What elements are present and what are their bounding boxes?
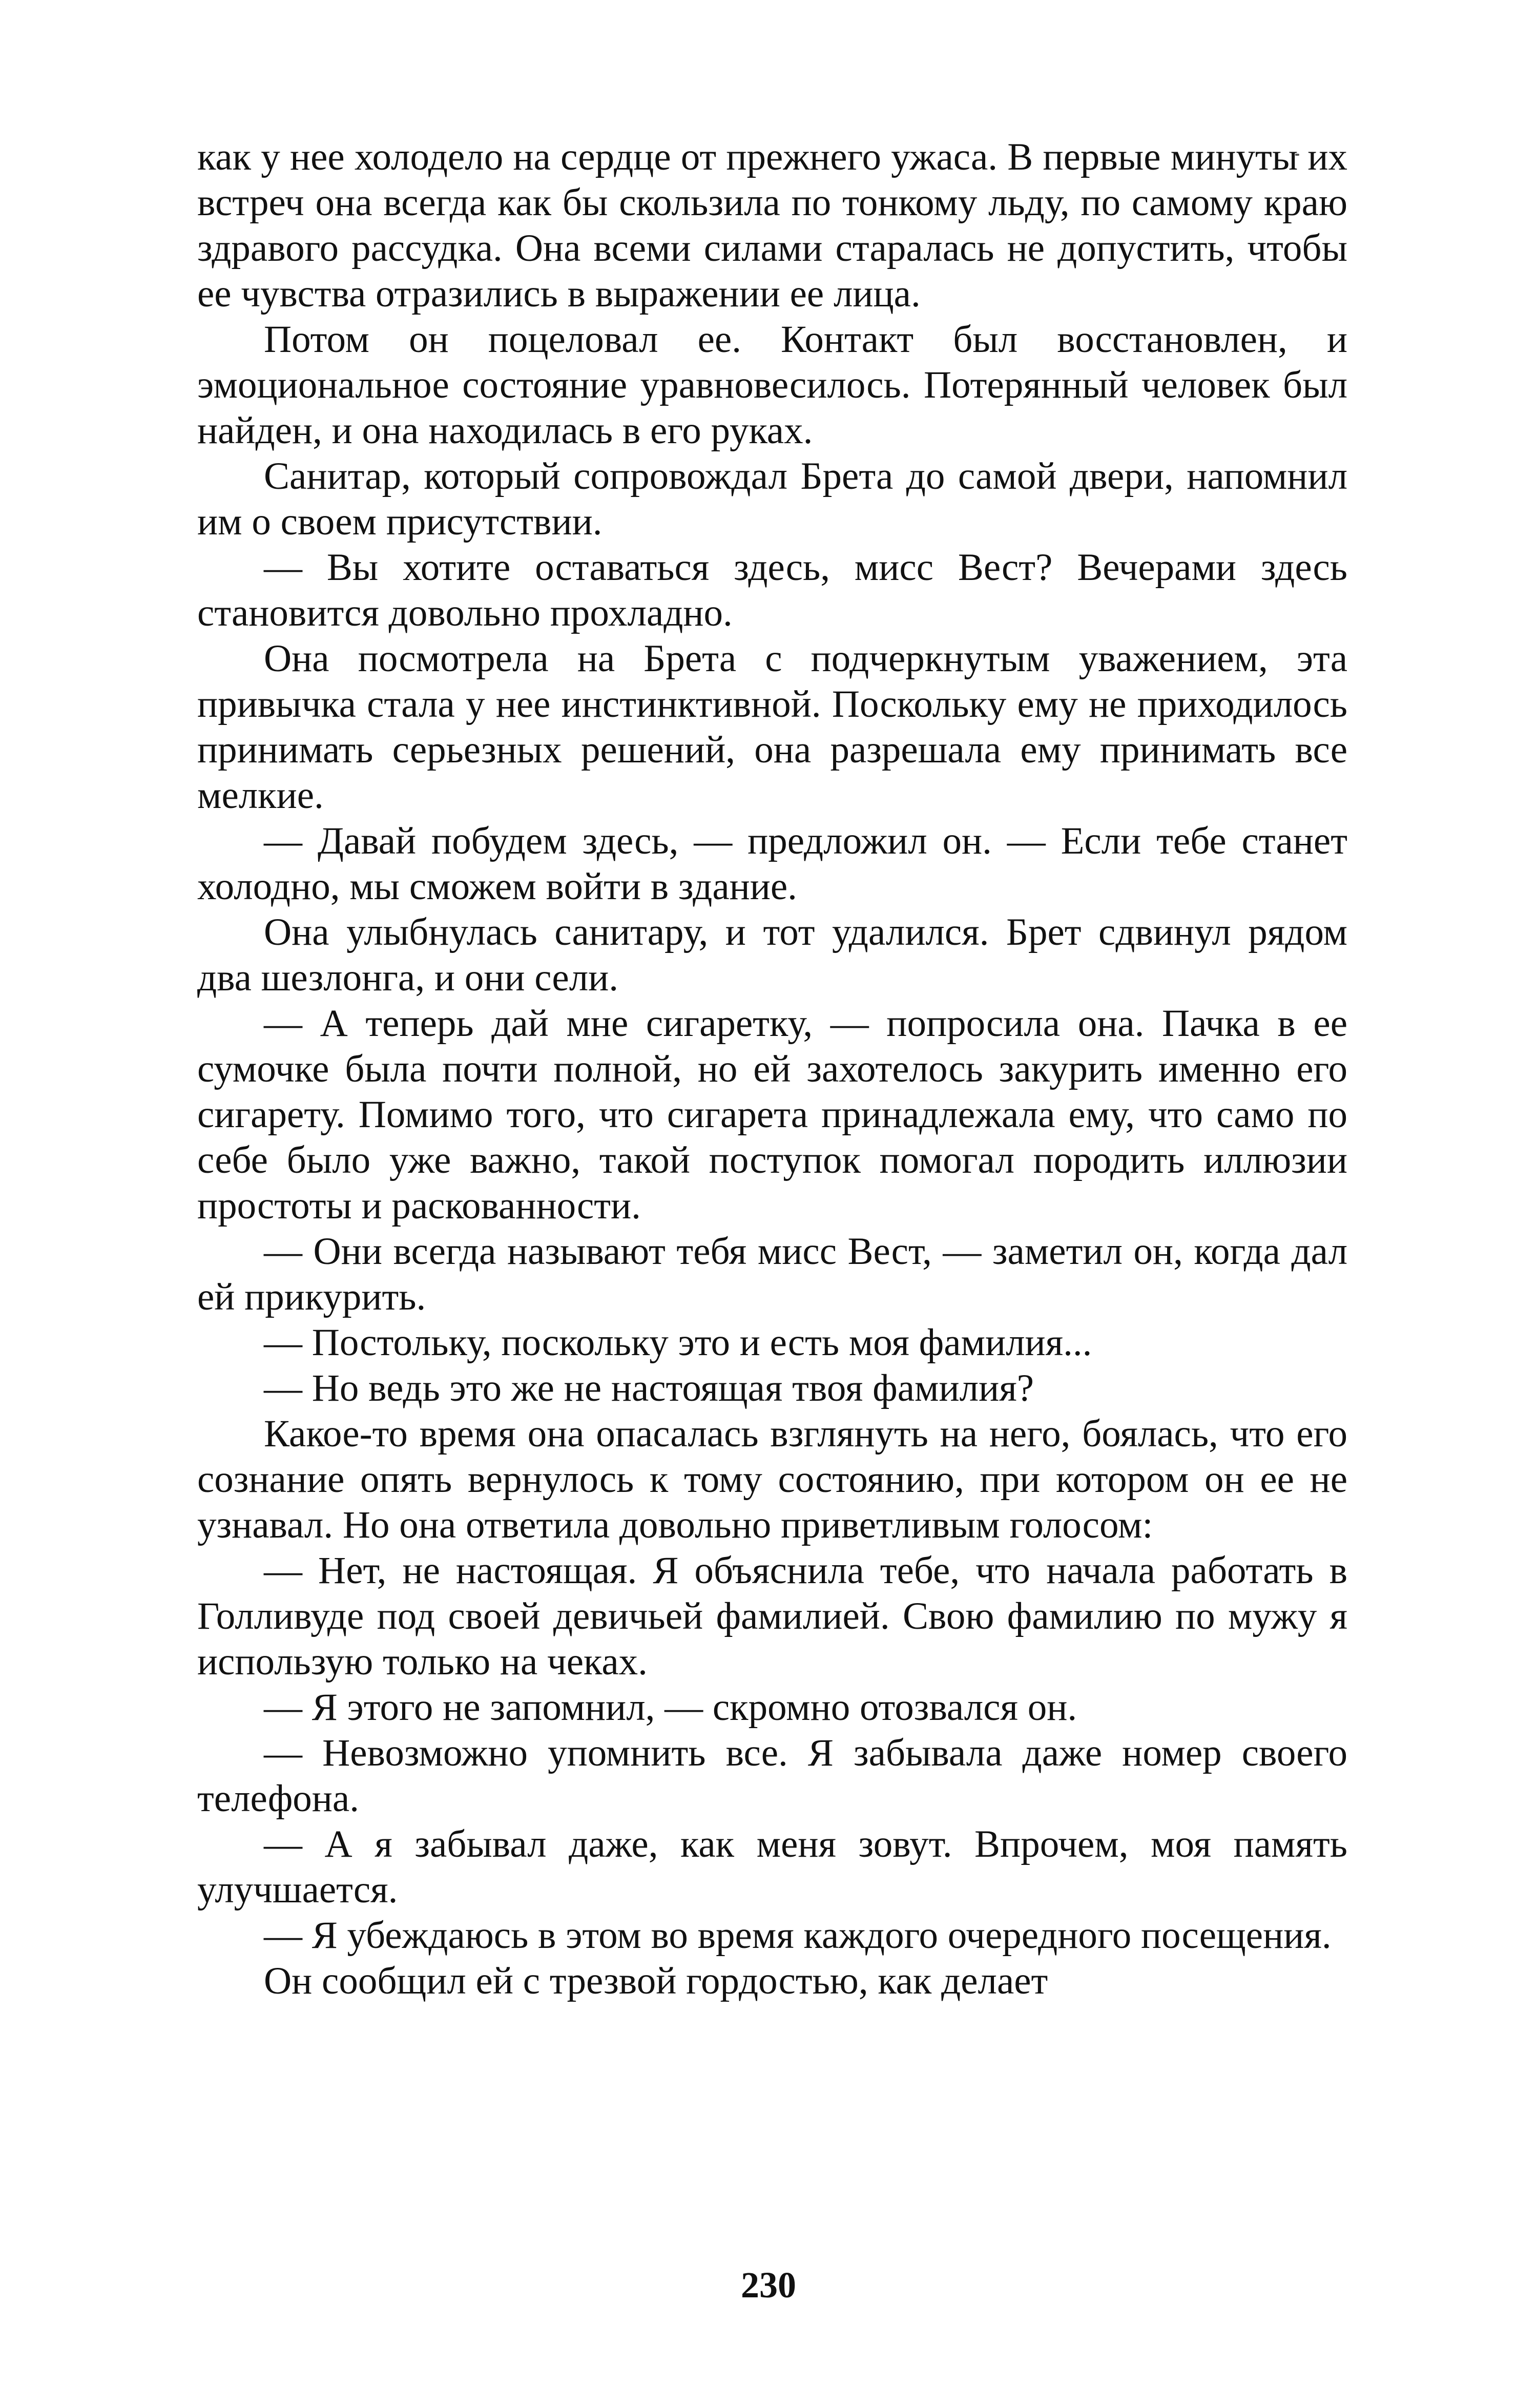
paragraph-7: Она улыбнулась санитару, и тот удалился. Брет сдвинул рядом два шезлонга, и они сели. [197,911,1347,999]
paragraph-10: — Постольку, поскольку это и есть моя фамилия... [264,1321,1092,1364]
paragraph-8: — А теперь дай мне сигаретку, — попросила она. Пачка в ее сумочке была почти полной, но ей захотелось закурить именно его сигарету. Помимо того, что сигарета принадлежала ему, что само по себе было уже важно, такой поступок помогал породить иллюзии простоты и раскованности. [197,1002,1347,1227]
paragraph-18: Он сообщил ей с трезвой гордостью, как делает [264,1960,1048,2002]
paragraph-16: — А я забывал даже, как меня зовут. Впрочем, моя память улучшается. [197,1823,1347,1911]
paragraph-5: Она посмотрела на Брета с подчеркнутым уважением, эта привычка стала у нее инстинктивной. Поскольку ему не приходилось принимать серьезных решений, она разрешала ему принимать все мелкие. [197,637,1347,817]
paragraph-3: Санитар, который сопровождал Брета до самой двери, напомнил им о своем присутствии. [197,455,1347,543]
paragraph-6: — Давай побудем здесь, — предложил он. — Если тебе станет холодно, мы сможем войти в здание. [197,820,1347,908]
paragraph-17: — Я убеждаюсь в этом во время каждого очередного посещения. [264,1914,1332,1957]
page-number: 230 [741,2265,796,2306]
paragraph-15: — Невозможно упомнить все. Я забывала даже номер своего телефона. [197,1732,1347,1820]
paragraph-13: — Нет, не настоящая. Я объяснила тебе, что начала работать в Голливуде под своей девичьей фамилией. Свою фамилию по мужу я использую только на чеках. [197,1549,1347,1683]
paragraph-2: Потом он поцеловал ее. Контакт был восстановлен, и эмоциональное состояние уравновесилось. Потерянный человек был найден, и она находилась в его руках. [197,318,1347,452]
paragraph-14: — Я этого не запомнил, — скромно отозвался он. [264,1686,1077,1729]
paragraph-1: как у нее холодело на сердце от прежнего ужаса. В первые минуты их встреч она всегда как бы скользила по тонкому льду, по самому краю здравого рассудка. Она всеми силами старалась не допустить, чтобы ее чувства отразились в выражении ее лица. [197,136,1347,315]
paragraph-9: — Они всегда называют тебя мисс Вест, — заметил он, когда дал ей прикурить. [197,1230,1347,1318]
paragraph-12: Какое-то время она опасалась взглянуть на него, боялась, что его сознание опять вернулось к тому состоянию, при котором он ее не узнавал. Но она ответила довольно приветливым голосом: [197,1413,1347,1546]
paragraph-4: — Вы хотите оставаться здесь, мисс Вест? Вечерами здесь становится довольно прохладно. [197,546,1347,634]
body-text [197,134,1347,2004]
paragraph-11: — Но ведь это же не настоящая твоя фамилия? [264,1367,1034,1409]
